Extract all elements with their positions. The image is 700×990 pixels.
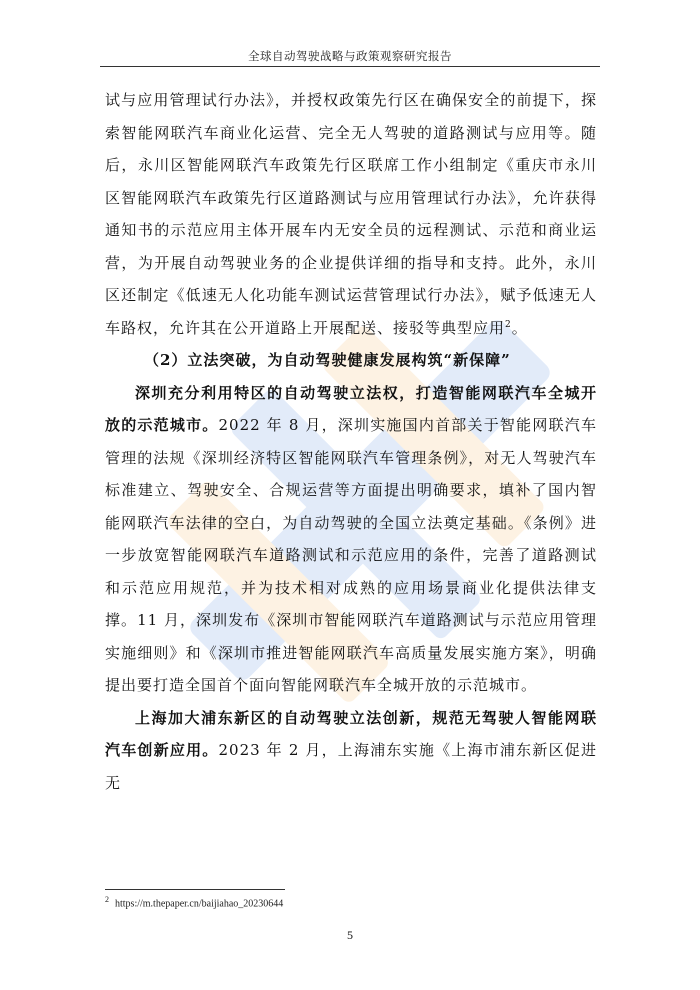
footnote-number: 2: [105, 895, 109, 904]
footnote: [105, 895, 283, 909]
footnote-link[interactable]: https://m.thepaper.cn/baijiahao_20230644: [115, 898, 284, 910]
paragraph-lead: 上海加大浦东新区的自动驾驶立法创新，规范无驾驶人智能网联汽车创新应用。: [105, 708, 597, 759]
paragraph: 上海加大浦东新区的自动驾驶立法创新，规范无驾驶人智能网联汽车创新应用。2023 年 2 月，上海浦东实施《上海市浦东新区促进无: [105, 708, 597, 792]
footnote-reference[interactable]: 2: [505, 319, 512, 330]
paragraph: 深圳充分利用特区的自动驾驶立法权，打造智能网联汽车全城开放的示范城市。2022 年 8 月，深圳实施国内首部关于智能网联汽车管理的法规《深圳经济特区智能网联汽车管理条例》，对无人驾驶汽车标准建立、驾驶安全、合规运营等方面提出明确要求，填补了国内智能网联汽车法律的空白，为自动驾驶的全国立法奠定基础。《条例》进一步放宽智能网联汽车道路测试和示范应用的条件，完善了道路测试和示范应用规范，并为技术相对成熟的应用场景商业化提供法律支撑。11 月，深圳发布《深圳市智能网联汽车道路测试与示范应用管理实施细则》和《深圳市推进智能网联汽车高质量发展实施方案》，明确提出要打造全国首个面向智能网联汽车全城开放的示范城市。: [105, 383, 597, 694]
footnote-divider: [105, 889, 285, 890]
running-header: 全球自动驾驶战略与政策观察研究报告: [248, 49, 452, 63]
paragraph: 试与应用管理试行办法》，并授权政策先行区在确保安全的前提下，探索智能网联汽车商业化运营、完全无人驾驶的道路测试与应用等。随后，永川区智能网联汽车政策先行区联席工作小组制定《重庆市永川区智能网联汽车政策先行区道路测试与应用管理试行办法》，允许获得通知书的示范应用主体开展车内无安全员的远程测试、示范和商业运营，为开展自动驾驶业务的企业提供详细的指导和支持。此外，永川区还制定《低速无人化功能车测试运营管理试行办法》，赋予低速无人车路权，允许其在公开道路上开展配送、接驳等典型应用$^2$。: [105, 91, 597, 337]
header-divider: [100, 66, 600, 67]
paragraph-lead: 深圳充分利用特区的自动驾驶立法权，打造智能网联汽车全城开放的示范城市。: [105, 383, 597, 434]
body-text: [105, 84, 597, 799]
page-number: 5: [347, 928, 353, 942]
section-subheading: （2）立法突破，为自动驾驶健康发展构筑“新保障”: [144, 351, 511, 369]
